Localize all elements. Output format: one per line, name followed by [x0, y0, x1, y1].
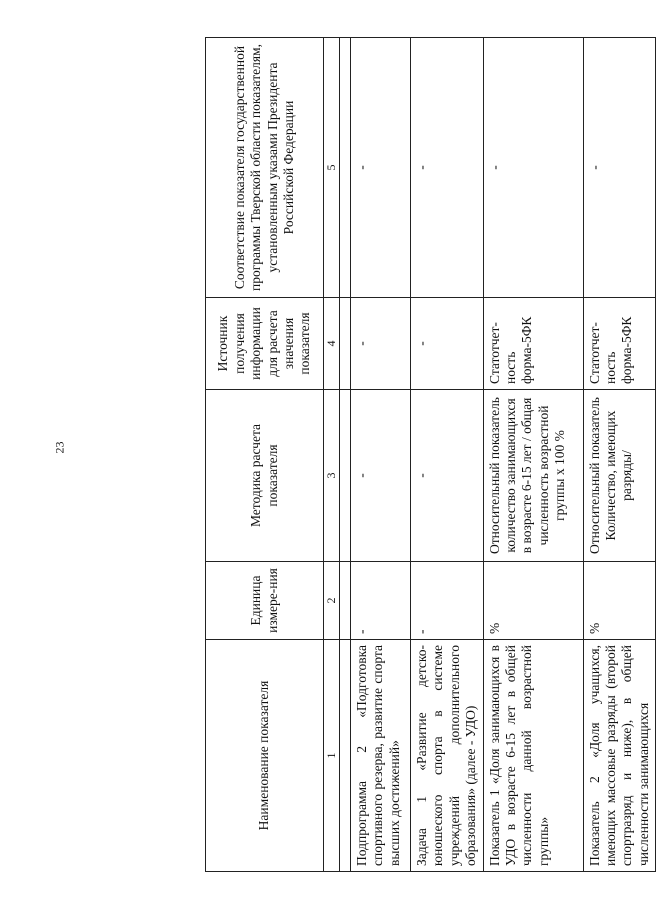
column-number: 2: [324, 562, 340, 640]
row-match: -: [350, 38, 410, 298]
row-unit: -: [350, 562, 410, 640]
row-source: Статотчет-ность форма-5ФК: [483, 298, 583, 390]
row-method: Относительный показатель количество занимающихся в возрасте 6-15 лет / общая численность возрастной группы х 100 %: [483, 390, 583, 562]
row-match: -: [583, 38, 656, 298]
spacer-row: [339, 38, 350, 872]
row-name: Задача 1 «Развитие детско-юношеского спорта в системе учреждений дополнительного образования» (далее - УДО): [410, 640, 483, 872]
row-method: -: [410, 390, 483, 562]
header-unit: Единица измере-ния: [206, 562, 324, 640]
row-unit: -: [410, 562, 483, 640]
row-source: -: [410, 298, 483, 390]
header-match: Соответствие показателя государственной программы Тверской области показателям, установленным указами Президента Российской Федерации: [206, 38, 324, 298]
row-unit: %: [583, 562, 656, 640]
table-header-row: [206, 38, 324, 872]
table-row: [350, 38, 410, 872]
column-number: 5: [324, 38, 340, 298]
row-match: -: [483, 38, 583, 298]
row-name: Показатель 1 «Доля занимающихся в УДО в возрасте 6-15 лет в общей численности данной возрастной группы»: [483, 640, 583, 872]
row-name: Подпрограмма 2 «Подготовка спортивного резерва, развитие спорта высших достижений»: [350, 640, 410, 872]
row-method: Относительный показатель Количество, имеющих разряды/: [583, 390, 656, 562]
header-source: Источник получения информации для расчета значения показателя: [206, 298, 324, 390]
column-number: 3: [324, 390, 340, 562]
column-number: 4: [324, 298, 340, 390]
row-source: -: [350, 298, 410, 390]
row-match: -: [410, 38, 483, 298]
table-row: [483, 38, 583, 872]
table-row: [583, 38, 656, 872]
row-method: -: [350, 390, 410, 562]
page-number: 23: [52, 441, 67, 454]
header-name: Наименование показателя: [206, 640, 324, 872]
row-name: Показатель 2 «Доля учащихся, имеющих массовые разряды (второй спортразряд и ниже), в общей численности занимающихся: [583, 640, 656, 872]
table-row: [410, 38, 483, 872]
header-method: Методика расчета показателя: [206, 390, 324, 562]
column-number-row: [324, 38, 340, 872]
indicator-table: [205, 37, 656, 872]
row-unit: %: [483, 562, 583, 640]
column-number: 1: [324, 640, 340, 872]
indicator-table-wrapper: [205, 38, 651, 872]
row-source: Статотчет-ность форма-5ФК: [583, 298, 656, 390]
